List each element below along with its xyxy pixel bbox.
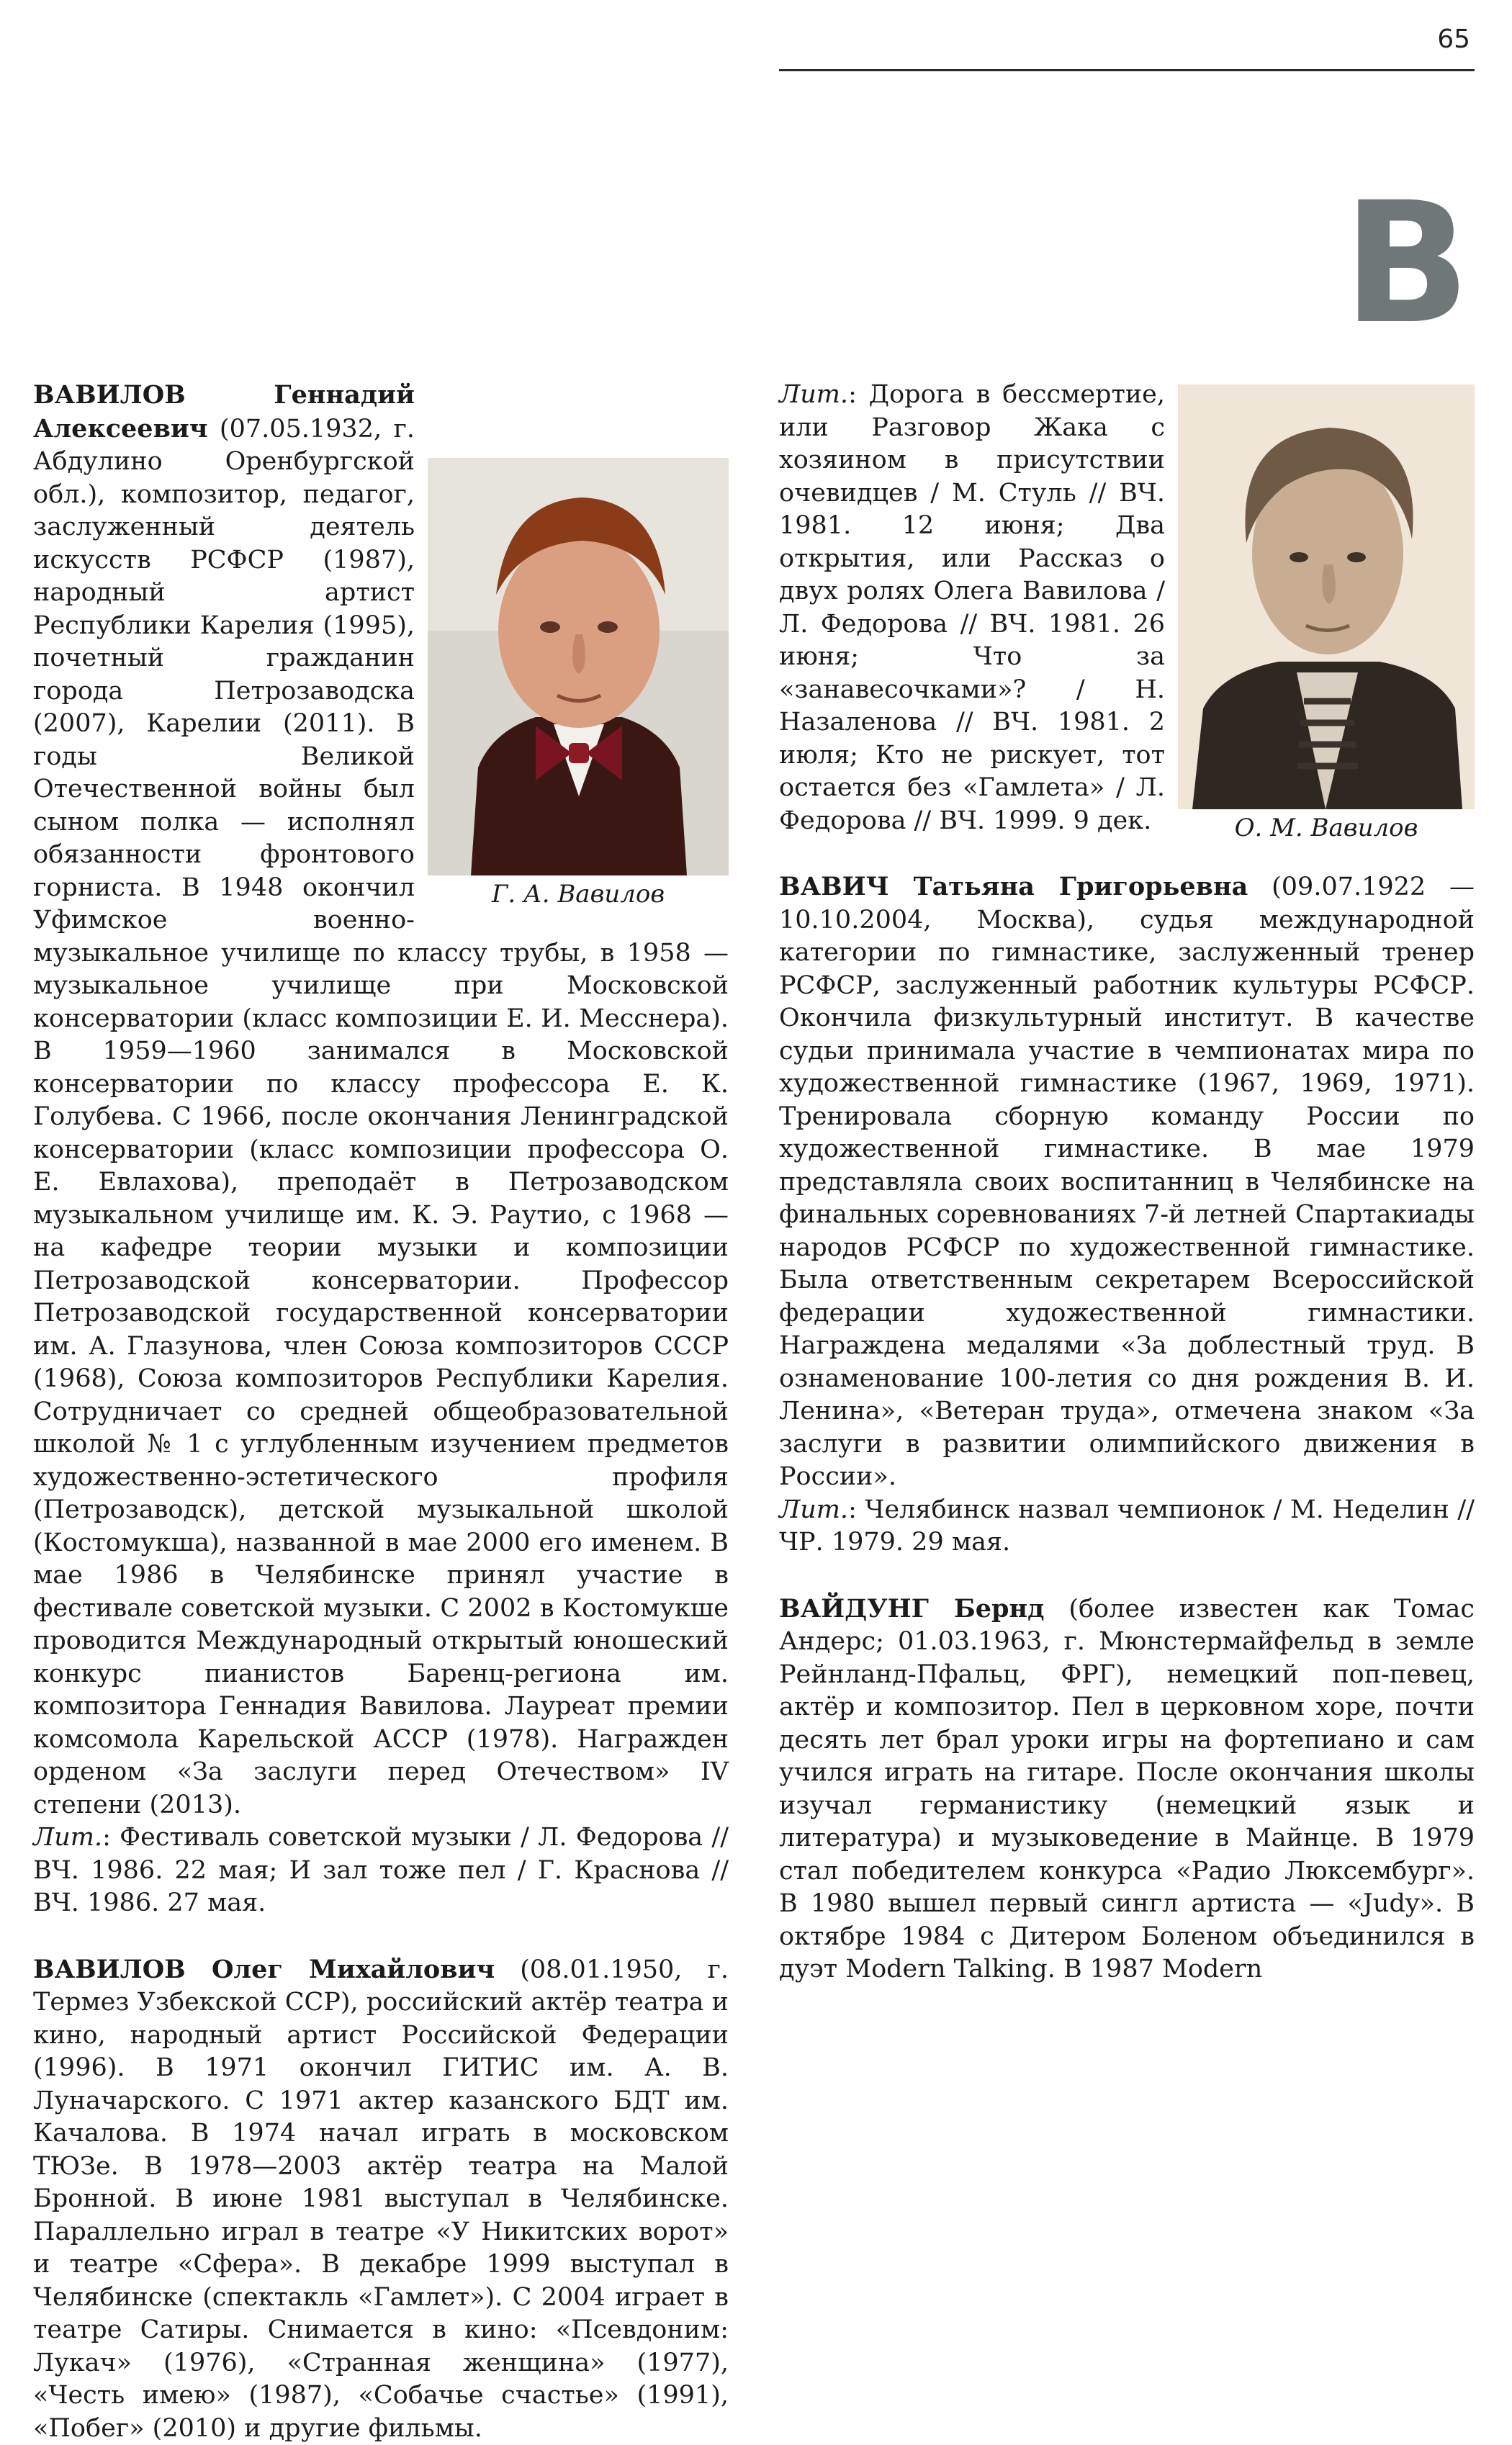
entry-headword: ВАВИЛОВ Геннадий Алексеевич [33,380,415,443]
portrait-oleg-illustration [1178,384,1475,809]
portrait-image [428,458,729,875]
entry-text [33,1953,729,2445]
literature-text: : Челябинск назвал чемпионок / М. Неделин // ЧР. 1979. 29 мая. [779,1495,1475,1557]
header-rule [779,69,1475,71]
photo-caption: Г. А. Вавилов [428,878,729,910]
literature-label: Лит. [33,1823,102,1852]
entry-vavilov-gennadiy [33,379,729,1920]
page-number: 65 [1437,24,1470,54]
entry-text [779,1593,1475,1986]
literature-text: : Дорога в бессмертие, или Разговор Жака с хозяином в присутствии очевидцев / М. Стуль // ВЧ. 1981. 12 июня; Два открытия, или Рассказ о двух ролях Олега Вавилова / Л. Федорова // ВЧ. 1981. 26 июня; Что за «занавесочками»? / Н. Назаленова // ВЧ. 1981. 2 июля; Кто не рискует, тот остается без «Гамлета» / Л. Федорова // ВЧ. 1999. 9 дек. [779,380,1165,835]
right-column [779,379,1475,1986]
left-column [33,379,729,2445]
entry-headword: ВАЙДУНГ Бернд [779,1594,1044,1624]
entry-body: (07.05.1932, г. Абдулино Оренбургской обл.), композитор, педагог, заслуженный деятель искусств РСФСР (1987), народный артист Республики Карелия (1995), почетный гражданин города Петрозаводска (2007), Карелии (2011). В годы Великой Отечественной войны был сыном полка — исполнял обязанности фронтового горниста. В 1948 окончил Уфимское военно-музыкальное училище по классу трубы, в 1958 — музыкальное училище при Московской консерватории (класс композиции Е. И. Месснера). В 1959—1960 занимался в Московской консерватории по классу профессора Е. К. Голубева. С 1966, после окончания Ленинградской консерватории (класс композиции профессора О. Е. Евлахова), преподаёт в Петрозаводском музыкальном училище им. К. Э. Раутио, с 1968 — на кафедре теории музыки и композиции Петрозаводской консерватории. Профессор Петрозаводской государственной консерватории им. А. Глазунова, член Союза композиторов СССР (1968), Союза композиторов Республики Карелия. Сотрудничает со средней общеобразовательной школой № 1 с углубленным изучением предметов художественно-эстетического профиля (Петрозаводск), детской музыкальной школой (Костомукша), названной в мае 2000 его именем. В мае 1986 в Челябинске принял участие в фестивале советской музыки. С 2002 в Костомукше проводится Международный открытый юношеский конкурс пианистов Баренц-региона им. композитора Геннадия Вавилова. Лауреат премии комсомола Карельской АССР (1978). Награжден орденом «За заслуги перед Отечеством» IV степени (2013). [33,415,729,1819]
literature-label: Лит. [779,1495,848,1524]
portrait-gennadiy-illustration [428,458,729,875]
entry-text [779,870,1475,1494]
photo-vavilov-gennadiy [428,458,729,910]
photo-caption: О. М. Вавилов [1178,812,1475,844]
entry-waidung-bernd [779,1593,1475,1986]
entry-vavilov-oleg-start [33,1953,729,2445]
entry-body: (09.07.1922 — 10.10.2004, Москва), судья международной категории по гимнастике, заслуженный тренер РСФСР, заслуженный работник культуры РСФСР. Окончила физкультурный институт. В качестве судьи принимала участие в чемпионатах мира по художественной гимнастике (1967, 1969, 1971). Тренировала сборную команду России по художественной гимнастике. В мае 1979 представляла своих воспитанниц в Челябинске на финальных соревнованиях 7-й летней Спартакиады народов РСФСР по художественной гимнастике. Была ответственным секретарем Всероссийской федерации художественной гимнастики. Награждена медалями «За доблестный труд. В ознаменование 100-летия со дня рождения В. И. Ленина», «Ветеран труда», отмечена знаком «За заслуги в развитии олимпийского движения в России». [779,873,1475,1491]
entry-vavich-tatyana [779,870,1475,1559]
section-letter: В [1343,180,1470,347]
entry-vavilov-oleg-literature [779,379,1475,837]
entry-literature [33,1822,729,1920]
literature-text: : Фестиваль советской музыки / Л. Федорова // ВЧ. 1986. 22 мая; И зал тоже пел / Г. Краснова // ВЧ. 1986. 27 мая. [33,1823,729,1917]
portrait-image [1178,384,1475,809]
literature-label: Лит. [779,380,848,409]
photo-vavilov-oleg [1178,384,1475,844]
entry-literature [779,1494,1475,1559]
entry-headword: ВАВИЧ Татьяна Григорьевна [779,872,1248,901]
entry-body: (более известен как Томас Андерс; 01.03.1963, г. Мюнстермайфельд в земле Рейнланд-Пфальц, ФРГ), немецкий поп-певец, актёр и композитор. Пел в церковном хоре, почти десять лет брал уроки игры на фортепиано и сам учился играть на гитаре. После окончания школы изучал германистику (немецкий язык и литература) и музыковедение в Майнце. В 1979 стал победителем конкурса «Радио Люксембург». В 1980 вышел первый сингл артиста — «Judy». В октябре 1984 с Дитером Боленом объединился в дуэт Modern Talking. В 1987 Modern [779,1595,1475,1984]
entry-body: (08.01.1950, г. Термез Узбекской ССР), российский актёр театра и кино, народный артист Российской Федерации (1996). В 1971 окончил ГИТИС им. А. В. Луначарского. С 1971 актер казанского БДТ им. Качалова. В 1974 начал играть в московском ТЮЗе. В 1978—2003 актёр театра на Малой Бронной. В июне 1981 выступал в Челябинске. Параллельно играл в театре «У Никитских ворот» и театре «Сфера». В декабре 1999 выступал в Челябинске (спектакль «Гамлет»). С 2004 играет в театре Сатиры. Снимается в кино: «Псевдоним: Лукач» (1976), «Странная женщина» (1977), «Честь имею» (1987), «Собачье счастье» (1991), «Побег» (2010) и другие фильмы. [33,1955,729,2443]
entry-headword: ВАВИЛОВ Олег Михайлович [33,1955,495,1984]
